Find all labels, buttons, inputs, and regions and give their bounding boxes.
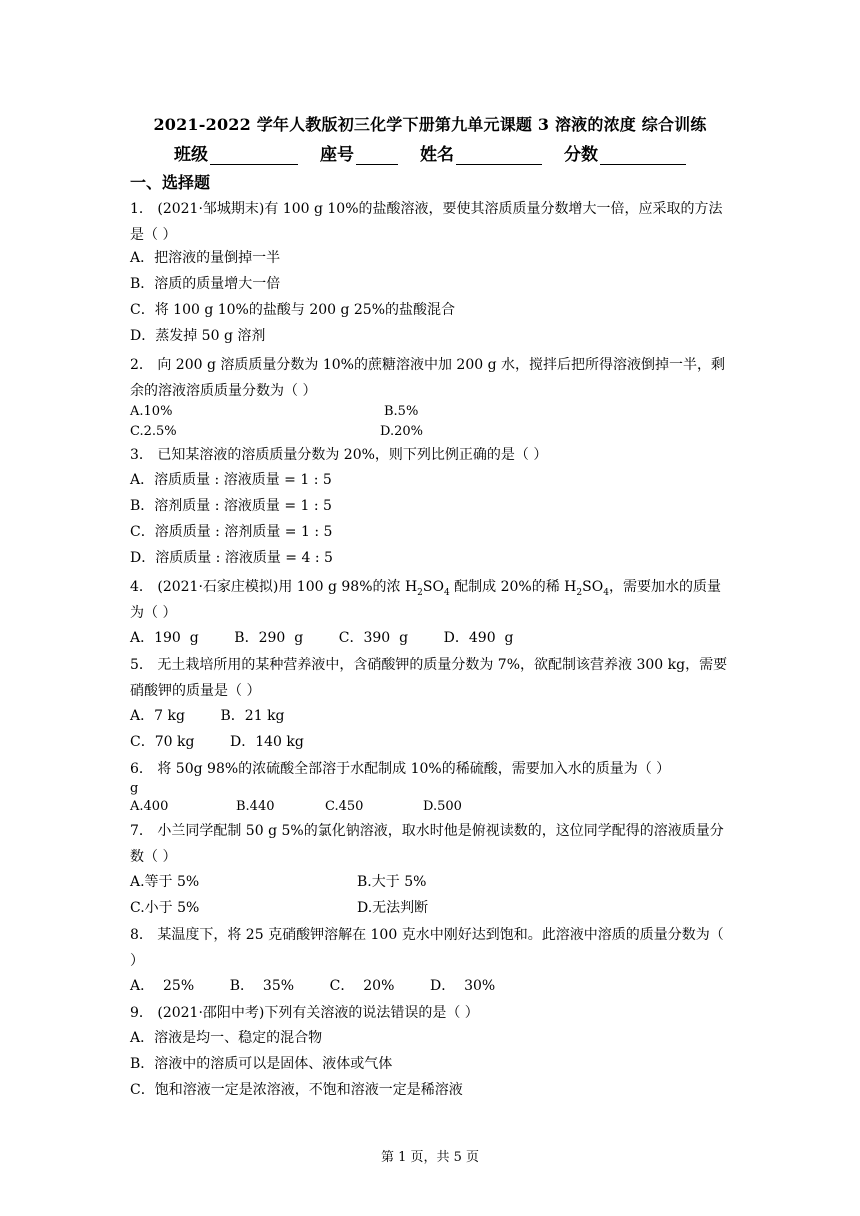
- question-6: 6． 将 50g 98%的浓硫酸全部溶于水配制成 10%的稀硫酸，需要加入水的质量为（ ）: [130, 761, 671, 777]
- question-7-option-c: C.小于 5%: [130, 900, 200, 916]
- page-footer: 第 1 页，共 5 页: [380, 1150, 480, 1165]
- score-field: [564, 140, 686, 165]
- name-blank[interactable]: [456, 146, 542, 165]
- question-8: 8． 某温度下，将 25 克硝酸钾溶解在 100 克水中刚好达到饱和。此溶液中溶质的质量分数为（ ）: [130, 927, 724, 969]
- question-9-option-c: C．饱和溶液一定是浓溶液，不饱和溶液一定是稀溶液: [130, 1082, 463, 1098]
- question-7-option-a: A.等于 5%: [130, 874, 200, 890]
- question-3-option-d: D．溶质质量 : 溶液质量 = 4 : 5: [130, 550, 333, 566]
- question-6-option-d: D.500: [423, 799, 462, 814]
- question-6-unit: g: [130, 781, 139, 796]
- question-5: 5． 无土栽培所用的某种营养液中，含硝酸钾的质量分数为 7%，欲配制该营养液 300 kg，需要硝酸钾的质量是（ ）: [130, 657, 728, 699]
- class-field: [174, 140, 298, 165]
- question-3-option-a: A．溶质质量 : 溶液质量 = 1 : 5: [130, 472, 332, 488]
- question-6-option-a: A.400: [130, 799, 169, 814]
- name-field: [420, 140, 542, 165]
- question-1-option-a: A．把溶液的量倒掉一半: [130, 250, 281, 266]
- score-blank[interactable]: [600, 146, 686, 165]
- class-blank[interactable]: [210, 146, 298, 165]
- question-6-option-c: C.450: [325, 799, 364, 814]
- question-1-option-c: C．将 100 g 10%的盐酸与 200 g 25%的盐酸混合: [130, 302, 456, 318]
- question-2-option-a: A.10%: [130, 404, 173, 419]
- question-3: 3． 已知某溶液的溶质质量分数为 20%，则下列比例正确的是（ ）: [130, 447, 548, 463]
- question-9-option-b: B．溶液中的溶质可以是固体、液体或气体: [130, 1056, 393, 1072]
- question-4-options: A．190 g B．290 g C．390 g D．490 g: [130, 630, 514, 646]
- student-info-row: [0, 140, 860, 165]
- question-2-option-b: B.5%: [384, 404, 419, 419]
- question-8-options: A． 25% B． 35% C． 20% D． 30%: [130, 978, 496, 994]
- name-label: 姓名: [420, 145, 454, 165]
- question-4: 4． (2021·石家庄模拟)用 100 g 98%的浓 $H_2SO_4$ 配制成 20%的稀 $H_2SO_4$，需要加水的质量为（ ）: [130, 579, 721, 621]
- question-1: 1． (2021·邹城期末)有 100 g 10%的盐酸溶液，要使其溶质质量分数增大一倍，应采取的方法是（ ）: [130, 201, 723, 243]
- question-9-option-a: A．溶液是均一、稳定的混合物: [130, 1030, 323, 1046]
- section-heading: 一、选择题: [130, 173, 211, 192]
- question-2-option-c: C.2.5%: [130, 424, 177, 439]
- question-3-option-c: C．溶质质量 : 溶剂质量 = 1 : 5: [130, 524, 333, 540]
- seat-blank[interactable]: [356, 146, 398, 165]
- question-7: 7． 小兰同学配制 50 g 5%的氯化钠溶液，取水时他是俯视读数的，这位同学配得的溶液质量分数（ ）: [130, 823, 724, 865]
- seat-label: 座号: [320, 145, 354, 165]
- question-7-option-d: D.无法判断: [357, 900, 429, 916]
- question-9: 9． (2021·邵阳中考)下列有关溶液的说法错误的是（ ）: [130, 1005, 479, 1021]
- question-3-option-b: B．溶剂质量 : 溶液质量 = 1 : 5: [130, 498, 332, 514]
- seat-field: [320, 140, 398, 165]
- question-5-options-ab: A．7 kg B．21 kg: [130, 708, 285, 724]
- question-2-option-d: D.20%: [380, 424, 423, 439]
- class-label: 班级: [174, 145, 208, 165]
- score-label: 分数: [564, 145, 598, 165]
- page-title: 2021-2022 学年人教版初三化学下册第九单元课题 3 溶液的浓度 综合训练: [153, 115, 707, 134]
- question-7-option-b: B.大于 5%: [357, 874, 427, 890]
- question-2: 2． 向 200 g 溶质质量分数为 10%的蔗糖溶液中加 200 g 水，搅拌后把所得溶液倒掉一半，剩余的溶液溶质质量分数为（ ）: [130, 357, 725, 399]
- question-5-options-cd: C．70 kg D．140 kg: [130, 734, 304, 750]
- question-1-option-b: B．溶质的质量增大一倍: [130, 276, 281, 292]
- question-1-option-d: D．蒸发掉 50 g 溶剂: [130, 328, 266, 344]
- question-6-option-b: B.440: [236, 799, 275, 814]
